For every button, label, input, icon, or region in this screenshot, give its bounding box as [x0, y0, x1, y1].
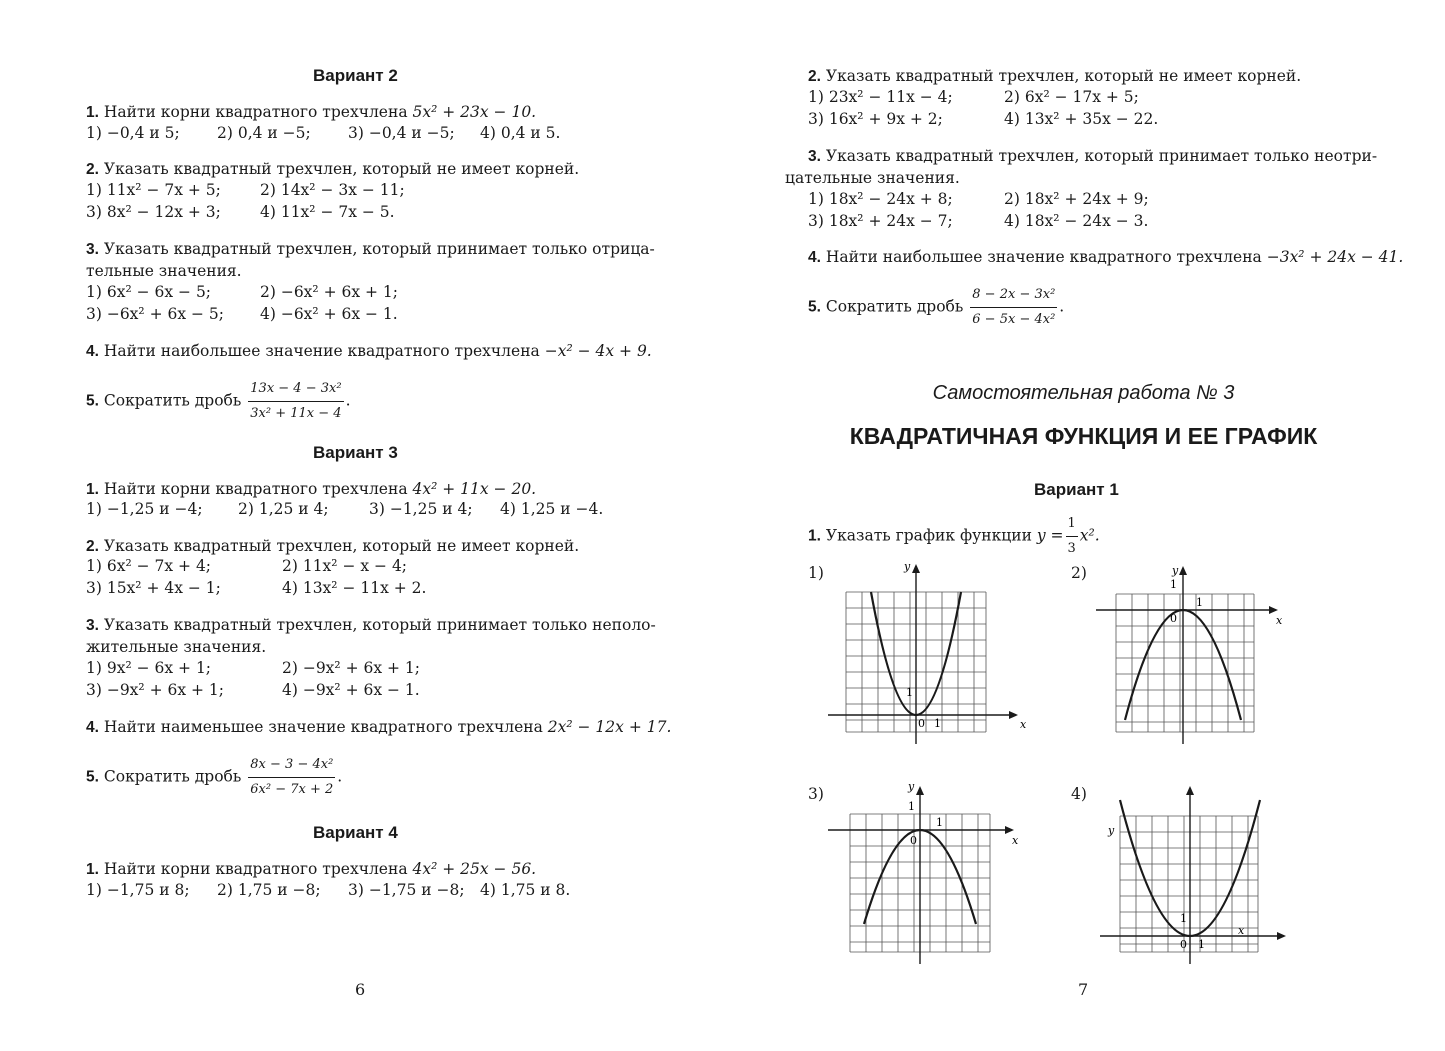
graph-2-y-label: y — [1172, 564, 1179, 577]
v4-task-1: 1. Найти корни квадратного трехчлена 4x² + 25x − 56. — [86, 860, 537, 878]
v3-t3-option-3: 3) −9x² + 6x + 1; — [86, 681, 225, 699]
graph-3 — [822, 776, 1032, 966]
graph-2 — [1090, 556, 1300, 746]
graph-2-origin: 0 — [1170, 612, 1177, 625]
section-title: КВАДРАТИЧНАЯ ФУНКЦИЯ И ЕЕ ГРАФИК — [849, 423, 1318, 449]
v2-t3-option-2: 2) −6x² + 6x + 1; — [260, 283, 399, 301]
graph-task-fraction: $\frac{1}{3}$ — [1066, 513, 1078, 560]
graph-2-grid — [1116, 594, 1254, 732]
r-t2-option-1: 1) 23x² − 11x − 4; — [808, 88, 953, 106]
v3-t1-option-2: 2) 1,25 и 4; — [238, 500, 329, 518]
graph-3-x-arrow — [1005, 826, 1014, 834]
v3-task-3: 3. Указать квадратный трехчлен, который принимает только неполо- — [86, 616, 656, 634]
graph-2-unit-y: 1 — [1170, 578, 1177, 591]
v3-t2-option-4: 4) 13x² − 11x + 2. — [282, 579, 427, 597]
graph-4-y-label: y — [1108, 824, 1115, 837]
graph-4-x-arrow — [1277, 932, 1286, 940]
graph-3-x-label: x — [1012, 834, 1019, 847]
v2-task-3: 3. Указать квадратный трехчлен, который принимает только отрица- — [86, 240, 655, 258]
v2-t3-option-1: 1) 6x² − 6x − 5; — [86, 283, 212, 301]
graph-task: 1. Указать график функции y = $\frac{1}{3}$ x². — [808, 513, 1100, 560]
v4-t1-option-1: 1) −1,75 и 8; — [86, 881, 190, 899]
v3-t2-option-1: 1) 6x² − 7x + 4; — [86, 557, 212, 575]
v2-t2-option-2: 2) 14x² − 3x − 11; — [260, 181, 405, 199]
graph-3-unit-y: 1 — [908, 800, 915, 813]
graph-4-unit-y: 1 — [1180, 912, 1187, 925]
v3-t3-option-2: 2) −9x² + 6x + 1; — [282, 659, 421, 677]
graph-4-unit-x: 1 — [1198, 938, 1205, 951]
variant-1-heading: Вариант 1 — [1034, 480, 1119, 499]
v3-task-4: 4. Найти наименьшее значение квадратного трехчлена 2x² − 12x + 17. — [86, 718, 672, 736]
graph-1-label: 1) — [808, 564, 824, 582]
graph-4-label: 4) — [1071, 785, 1087, 803]
graph-2-label: 2) — [1071, 564, 1087, 582]
v2-t3-option-4: 4) −6x² + 6x − 1. — [260, 305, 398, 323]
v3-t1-option-3: 3) −1,25 и 4; — [369, 500, 473, 518]
graph-4 — [1090, 776, 1300, 966]
r-t3-option-2: 2) 18x² + 24x + 9; — [1004, 190, 1149, 208]
right-page — [722, 0, 1445, 1051]
v2-t2-option-1: 1) 11x² − 7x + 5; — [86, 181, 221, 199]
r-task-3: 3. Указать квадратный трехчлен, который принимает только неотри- — [808, 147, 1378, 165]
v4-t1-option-2: 2) 1,75 и −8; — [217, 881, 321, 899]
variant-2-heading: Вариант 2 — [313, 66, 398, 85]
graph-3-y-label: y — [908, 780, 915, 793]
r-t2-option-3: 3) 16x² + 9x + 2; — [808, 110, 943, 128]
v2-t1-option-3: 3) −0,4 и −5; — [348, 124, 455, 142]
v3-t1-option-1: 1) −1,25 и −4; — [86, 500, 203, 518]
v3-t2-option-2: 2) 11x² − x − 4; — [282, 557, 408, 575]
graph-1-x-label: x — [1020, 718, 1027, 731]
v4-t1-option-3: 3) −1,75 и −8; — [348, 881, 465, 899]
graph-1-y-arrow — [912, 564, 920, 573]
v3-task-3-cont: жительные значения. — [86, 638, 267, 656]
r-task-3-cont: цательные значения. — [785, 169, 960, 187]
v3-task-1: 1. Найти корни квадратного трехчлена 4x² + 11x − 20. — [86, 480, 537, 498]
v2-t3-option-3: 3) −6x² + 6x − 5; — [86, 305, 225, 323]
r-t5-fraction: $\frac{\text{8 − 2x − 3x²}}{\text{6 − 5x − 4x²}}$ — [970, 284, 1057, 331]
graph-3-unit-x: 1 — [936, 816, 943, 829]
v3-t3-option-1: 1) 9x² − 6x + 1; — [86, 659, 212, 677]
graph-4-y-arrow — [1186, 786, 1194, 795]
r-t3-option-3: 3) 18x² + 24x − 7; — [808, 212, 953, 230]
v2-t1-option-1: 1) −0,4 и 5; — [86, 124, 180, 142]
r-t2-option-4: 4) 13x² + 35x − 22. — [1004, 110, 1159, 128]
graph-1 — [822, 556, 1032, 746]
variant-3-heading: Вариант 3 — [313, 443, 398, 462]
v3-t1-option-4: 4) 1,25 и −4. — [500, 500, 604, 518]
graph-1-origin: 0 — [918, 717, 925, 730]
page-number-left: 6 — [355, 980, 366, 999]
v2-task-2: 2. Указать квадратный трехчлен, который не имеет корней. — [86, 160, 580, 178]
v2-t5-fraction: $\frac{\text{13x − 4 − 3x²}}{\text{3x² + 11x − 4}}$ — [248, 378, 343, 425]
graph-1-unit-x: 1 — [934, 717, 941, 730]
graph-2-x-label: x — [1276, 614, 1283, 627]
variant-4-heading: Вариант 4 — [313, 823, 398, 842]
r-t3-option-4: 4) 18x² − 24x − 3. — [1004, 212, 1149, 230]
v2-task-5: 5. Сократить дробь $\frac{\text{13x − 4 − 3x²}}{\text{3x² + 11x − 4}}$ . — [86, 378, 351, 425]
graph-2-y-arrow — [1179, 566, 1187, 575]
v2-t1-option-4: 4) 0,4 и 5. — [480, 124, 561, 142]
r-task-2: 2. Указать квадратный трехчлен, который не имеет корней. — [808, 67, 1302, 85]
section-subtitle: Самостоятельная работа № 3 — [932, 382, 1235, 404]
graph-4-x-label: x — [1238, 924, 1245, 937]
v2-task-4: 4. Найти наибольшее значение квадратного трехчлена −x² − 4x + 9. — [86, 342, 652, 360]
v3-task-2: 2. Указать квадратный трехчлен, который не имеет корней. — [86, 537, 580, 555]
graph-2-unit-x: 1 — [1196, 596, 1203, 609]
r-t3-option-1: 1) 18x² − 24x + 8; — [808, 190, 953, 208]
v4-t1-option-4: 4) 1,75 и 8. — [480, 881, 571, 899]
v3-t2-option-3: 3) 15x² + 4x − 1; — [86, 579, 221, 597]
page-number-right: 7 — [1078, 980, 1089, 999]
v3-t5-fraction: $\frac{\text{8x − 3 − 4x²}}{\text{6x² − 7x + 2}}$ — [248, 754, 335, 801]
graph-3-y-arrow — [916, 786, 924, 795]
v2-task-1: 1. Найти корни квадратного трехчлена 5x² + 23x − 10. — [86, 103, 537, 121]
graph-3-label: 3) — [808, 785, 824, 803]
graph-3-origin: 0 — [910, 834, 917, 847]
v2-t2-option-3: 3) 8x² − 12x + 3; — [86, 203, 221, 221]
graph-2-x-arrow — [1269, 606, 1278, 614]
v2-t1-option-2: 2) 0,4 и −5; — [217, 124, 311, 142]
r-task-4: 4. Найти наибольшее значение квадратного трехчлена −3x² + 24x − 41. — [808, 248, 1404, 266]
graph-1-y-label: y — [904, 560, 911, 573]
graph-1-x-arrow — [1009, 711, 1018, 719]
r-task-5: 5. Сократить дробь $\frac{\text{8 − 2x − 3x²}}{\text{6 − 5x − 4x²}}$ . — [808, 284, 1064, 331]
graph-1-unit-y: 1 — [906, 686, 913, 699]
graph-4-origin: 0 — [1180, 938, 1187, 951]
v3-t3-option-4: 4) −9x² + 6x − 1. — [282, 681, 420, 699]
v2-t2-option-4: 4) 11x² − 7x − 5. — [260, 203, 395, 221]
left-page — [0, 0, 722, 1051]
v3-task-5: 5. Сократить дробь $\frac{\text{8x − 3 − 4x²}}{\text{6x² − 7x + 2}}$ . — [86, 754, 342, 801]
v2-task-3-cont: тельные значения. — [86, 262, 242, 280]
r-t2-option-2: 2) 6x² − 17x + 5; — [1004, 88, 1139, 106]
